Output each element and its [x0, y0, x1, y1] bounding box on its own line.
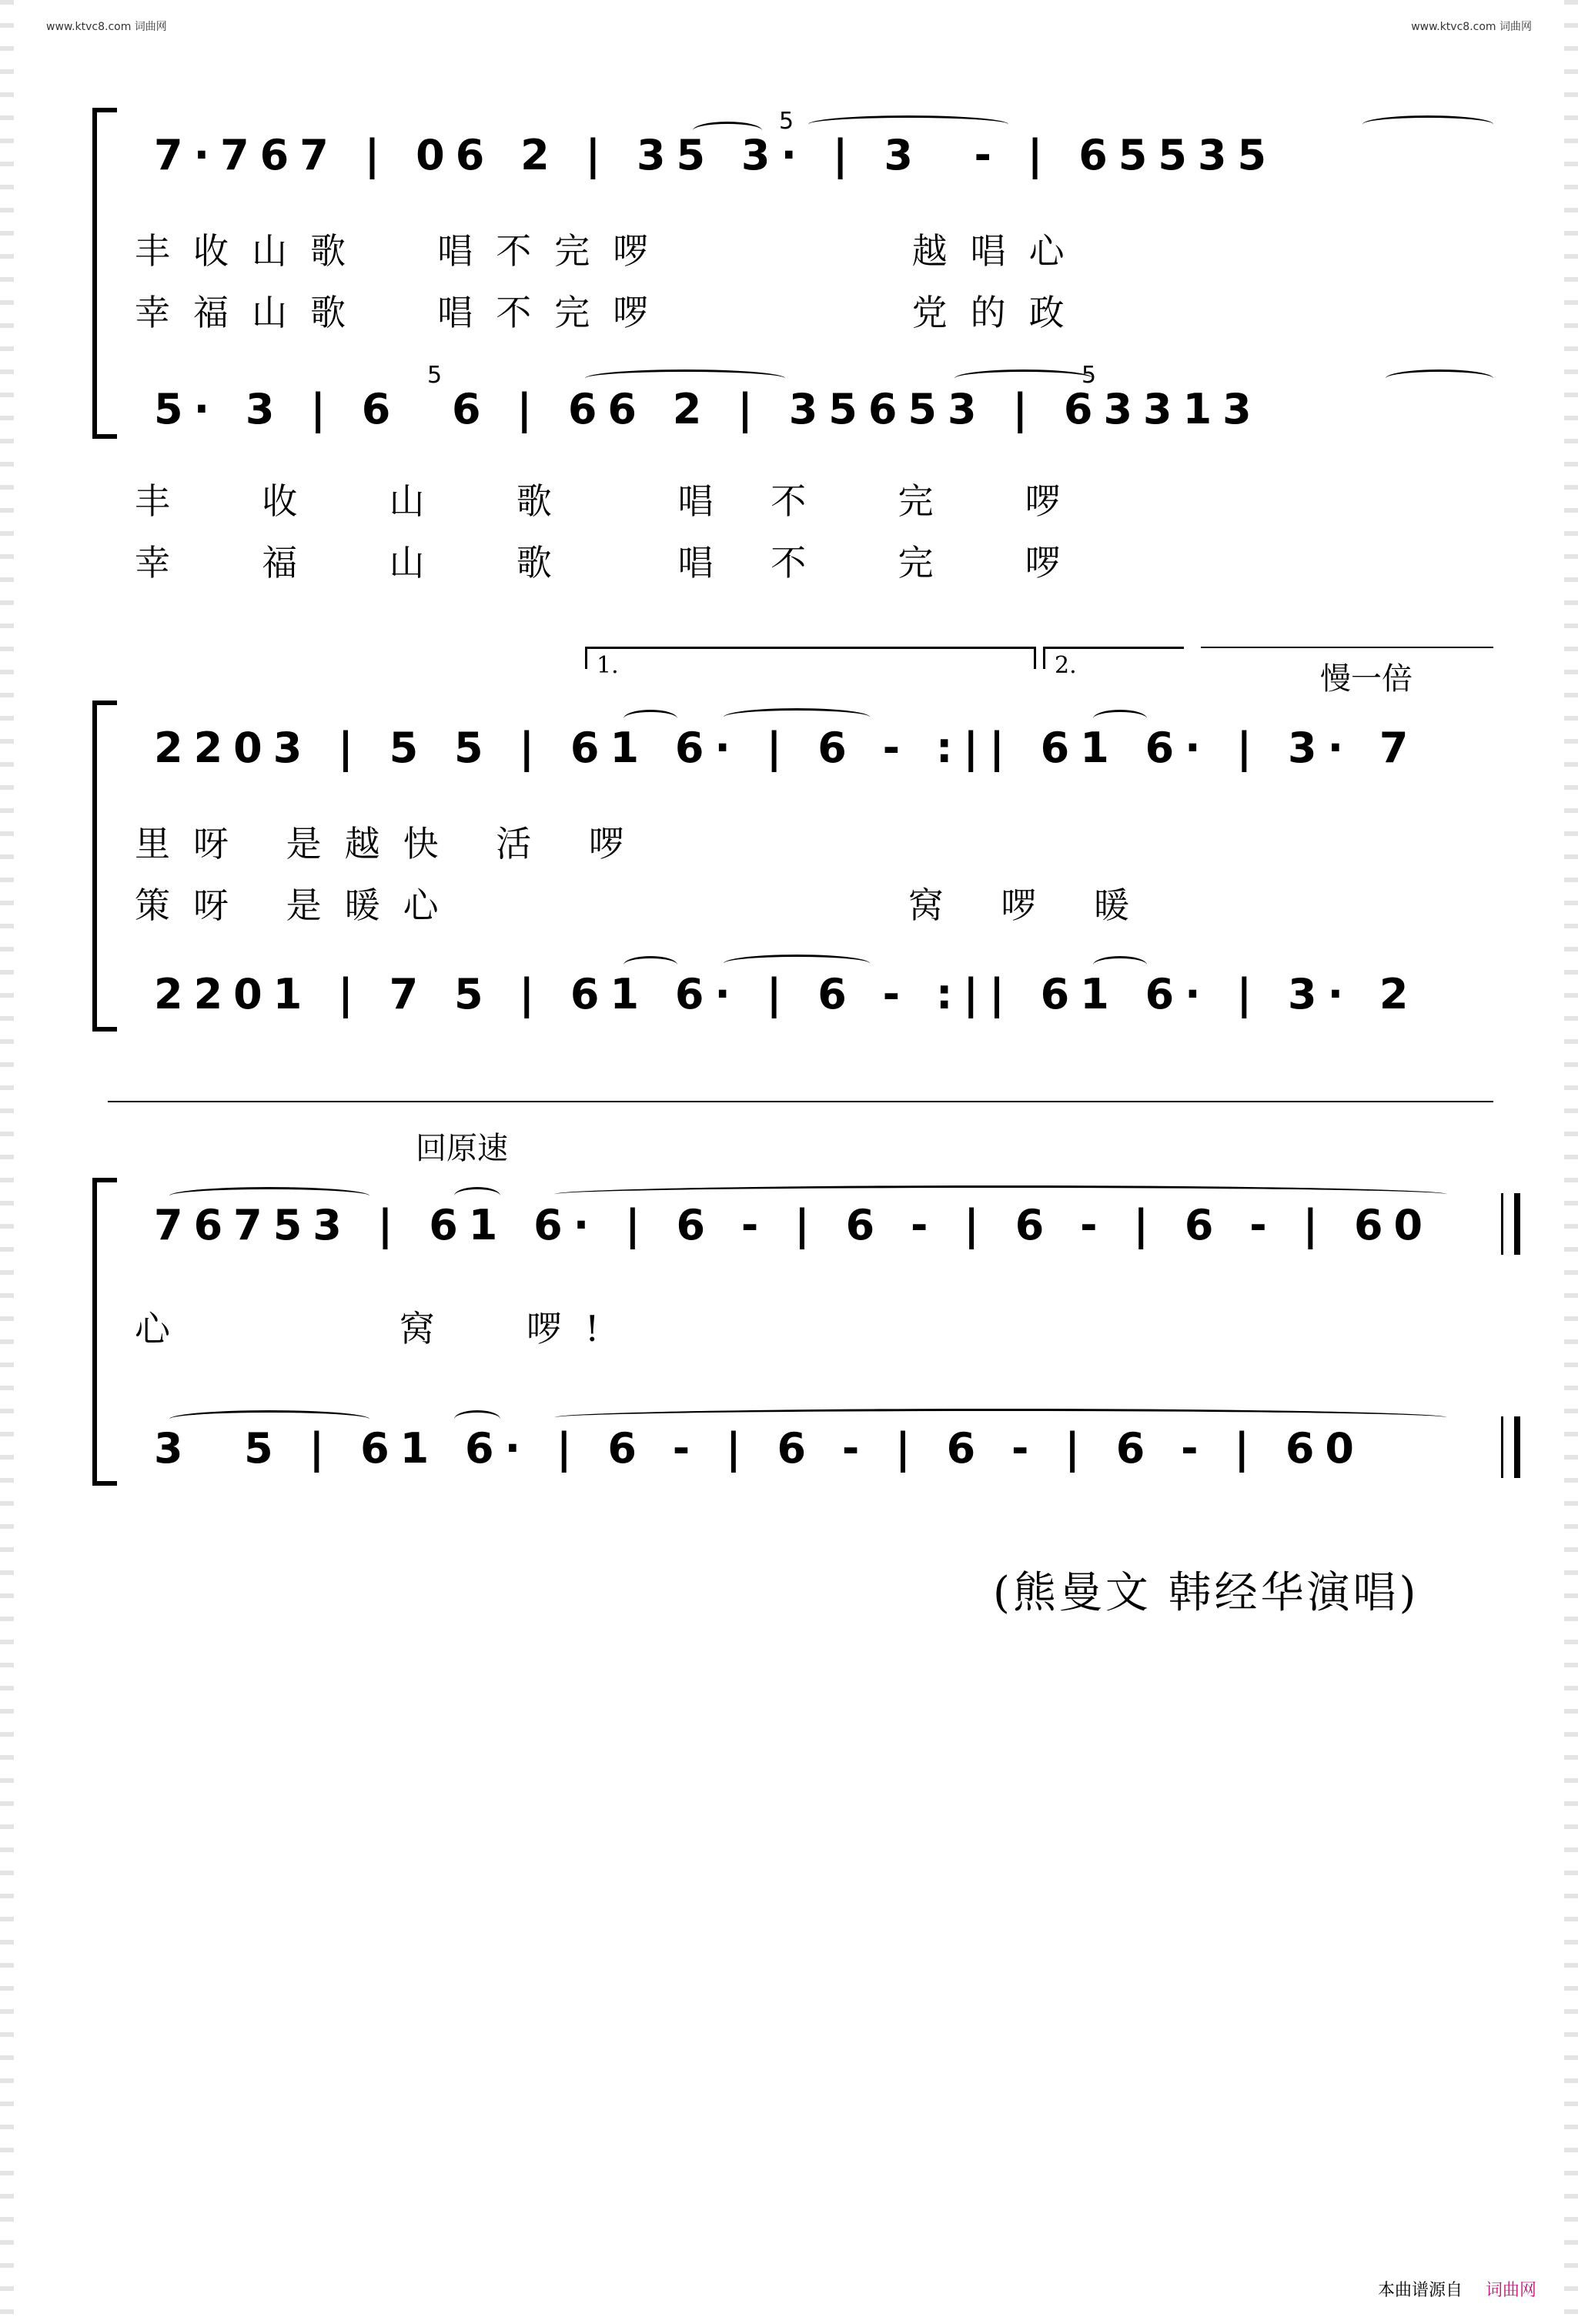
volta-label: 1. — [597, 652, 619, 679]
slur — [169, 1410, 369, 1428]
lower-staff-line — [123, 362, 1493, 439]
lower-staff-line — [123, 1424, 1493, 1478]
upper-notes: 2203 | 5 5 | 61 6· | 6 - :|| 61 6· | 3· 7 — [154, 724, 1419, 772]
lower-lyrics-verse-2: 幸 福 山 歌 唱 不 完 啰 — [135, 542, 1084, 584]
upper-notes: 7·767 | 06 2 | 35 3· | 3 - | 65535 — [154, 131, 1278, 179]
grace-note: 5 — [427, 362, 443, 389]
slur — [1386, 369, 1493, 387]
system-brace — [92, 108, 108, 439]
slur — [454, 1410, 500, 1428]
upper-lyrics-verse-2: 幸福山歌 唱不完啰 党的政 — [135, 292, 1088, 333]
slur — [1362, 115, 1493, 133]
slur — [554, 1409, 1447, 1426]
system-brace — [92, 701, 108, 1032]
slur — [724, 708, 870, 726]
footer-site-link[interactable]: 词曲网 — [1486, 2281, 1537, 2300]
grace-note: 5 — [1082, 362, 1097, 389]
watermark-left: www.ktvc8.com 词曲网 — [46, 21, 167, 33]
footer-source-text: 本曲谱源自 — [1378, 2281, 1463, 2300]
left-margin-strip — [0, 0, 14, 2324]
performer-credit: (熊曼文 韩经华演唱) — [993, 1568, 1419, 1618]
upper-lyrics-verse-2: 策呀 是暖心 窝 啰 暖 — [135, 884, 1152, 926]
lower-staff-line — [123, 970, 1493, 1024]
score-system-2 — [92, 631, 1493, 1062]
lower-notes: 3 5 | 61 6· | 6 - | 6 - | 6 - | 6 - | 60 — [154, 1424, 1365, 1473]
slur — [454, 1187, 500, 1205]
upper-lyrics-verse-1: 里呀 是越快 活 啰 — [135, 823, 647, 864]
right-margin-strip — [1564, 0, 1578, 2324]
volta-second-ending — [1043, 647, 1184, 679]
tempo-marking: 回原速 — [416, 1131, 508, 1166]
slur — [624, 710, 677, 727]
upper-lyrics-verse-1: 丰收山歌 唱不完啰 越唱心 — [135, 230, 1088, 272]
slur — [808, 115, 1008, 133]
upper-staff-line — [123, 1201, 1493, 1255]
slur — [954, 369, 1093, 387]
slur — [1093, 710, 1147, 727]
system-brace — [92, 1178, 108, 1486]
upper-staff-line — [123, 108, 1493, 185]
slur — [1093, 956, 1147, 974]
lower-notes: 5· 3 | 6 6 | 66 2 | 35653 | 63313 — [154, 385, 1262, 433]
watermark-right: www.ktvc8.com 词曲网 — [1411, 21, 1532, 33]
upper-notes: 76753 | 61 6· | 6 - | 6 - | 6 - | 6 - | 60 — [154, 1201, 1434, 1249]
divider-rule — [108, 1101, 1201, 1102]
slur — [693, 122, 762, 139]
slur — [585, 369, 785, 387]
slur — [724, 955, 870, 972]
slur — [169, 1187, 369, 1205]
final-barline — [1501, 1416, 1520, 1478]
tempo-line — [1201, 647, 1493, 648]
volta-first-ending — [585, 647, 1036, 679]
lower-lyrics-verse-1: 丰 收 山 歌 唱 不 完 啰 — [135, 480, 1084, 522]
tempo-marking: 慢一倍 — [1320, 661, 1413, 697]
slur — [624, 956, 677, 974]
score-system-1 — [92, 108, 1493, 693]
volta-label: 2. — [1055, 652, 1077, 679]
slur — [554, 1185, 1447, 1203]
lower-notes: 2201 | 7 5 | 61 6· | 6 - :|| 61 6· | 3· 2 — [154, 970, 1419, 1018]
score-system-3 — [92, 1101, 1493, 1486]
final-barline — [1501, 1193, 1520, 1255]
upper-staff-line — [123, 724, 1493, 777]
upper-lyrics: 心 窝 啰! — [135, 1308, 623, 1349]
divider-rule — [1201, 1101, 1493, 1102]
grace-note: 5 — [779, 108, 794, 135]
